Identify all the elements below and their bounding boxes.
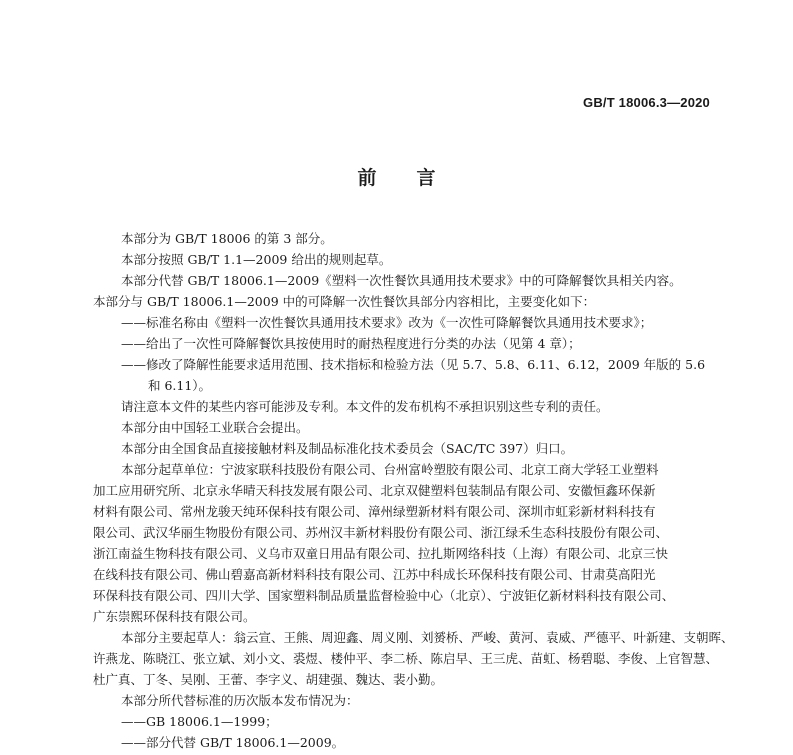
text-line: ——修改了降解性能要求适用范围、技术指标和检验方法（见 5.7、5.8、6.11、6.12，2009 年版的 5.6 [121,357,706,372]
text-line: 本部分与 GB/T 18006.1—2009 中的可降解一次性餐饮具部分内容相比，主要变化如下： [93,294,596,309]
text-line: 本部分代替 GB/T 18006.1—2009《塑料一次性餐饮具通用技术要求》中的可降解餐饮具相关内容。 [121,273,682,288]
text-line: 本部分为 GB/T 18006 的第 3 部分。 [121,231,333,246]
text-line: 本部分起草单位：宁波家联科技股份有限公司、台州富岭塑胶有限公司、北京工商大学轻工业塑料 [121,462,659,477]
text-line: 广东崇熙环保科技有限公司。 [93,609,256,624]
text-line: 许燕龙、陈晓江、张立斌、刘小文、裘煜、楼仲平、李二桥、陈启早、王三虎、苗虹、杨碧聪、李俊、上官智慧、 [93,651,719,666]
standard-number: GB/T 18006.3—2020 [583,95,710,110]
document-body [93,228,734,753]
text-line: ——标准名称由《塑料一次性餐饮具通用技术要求》改为《一次性可降解餐饮具通用技术要求》； [121,315,653,330]
text-line: ——给出了一次性可降解餐饮具按使用时的耐热程度进行分类的办法（见第 4 章）； [121,336,581,351]
text-line: 浙江南益生物科技有限公司、义乌市双童日用品有限公司、拉扎斯网络科技（上海）有限公司、北京三快 [93,546,669,561]
text-line: 限公司、武汉华丽生物股份有限公司、苏州汉丰新材料股份有限公司、浙江绿禾生态科技股份有限公司、 [93,525,669,540]
page-title: 前言 [357,167,476,189]
text-line: 本部分按照 GB/T 1.1—2009 给出的规则起草。 [121,252,392,267]
text-line: 和 6.11）。 [148,378,212,393]
text-line: 环保科技有限公司、四川大学、国家塑料制品质量监督检验中心（北京）、宁波钜亿新材料科技有限公司、 [93,588,675,603]
text-line: 本部分所代替标准的历次版本发布情况为： [121,693,359,708]
text-line: ——部分代替 GB/T 18006.1—2009。 [121,735,345,750]
text-line: 本部分由全国食品直接接触材料及制品标准化技术委员会（SAC/TC 397）归口。 [121,441,574,456]
text-line: 本部分主要起草人：翁云宣、王熊、周迎鑫、周义刚、刘赟桥、严峻、黄河、袁威、严德平、叶新建、支朝晖、 [121,630,734,645]
text-line: 材料有限公司、常州龙骏天纯环保科技有限公司、漳州绿塑新材料有限公司、深圳市虹彩新材料科技有 [93,504,656,519]
text-line: 杜广真、丁冬、吴刚、王蕾、李字义、胡建强、魏达、裴小勤。 [93,672,444,687]
text-line: 在线科技有限公司、佛山碧嘉高新材料科技有限公司、江苏中科成长环保科技有限公司、甘肃莫高阳光 [93,567,656,582]
text-line: 本部分由中国轻工业联合会提出。 [121,420,309,435]
text-line: ——GB 18006.1—1999； [121,714,278,729]
text-line: 加工应用研究所、北京永华晴天科技发展有限公司、北京双健塑料包装制品有限公司、安徽恒鑫环保新 [93,483,656,498]
text-line: 请注意本文件的某些内容可能涉及专利。本文件的发布机构不承担识别这些专利的责任。 [121,399,609,414]
